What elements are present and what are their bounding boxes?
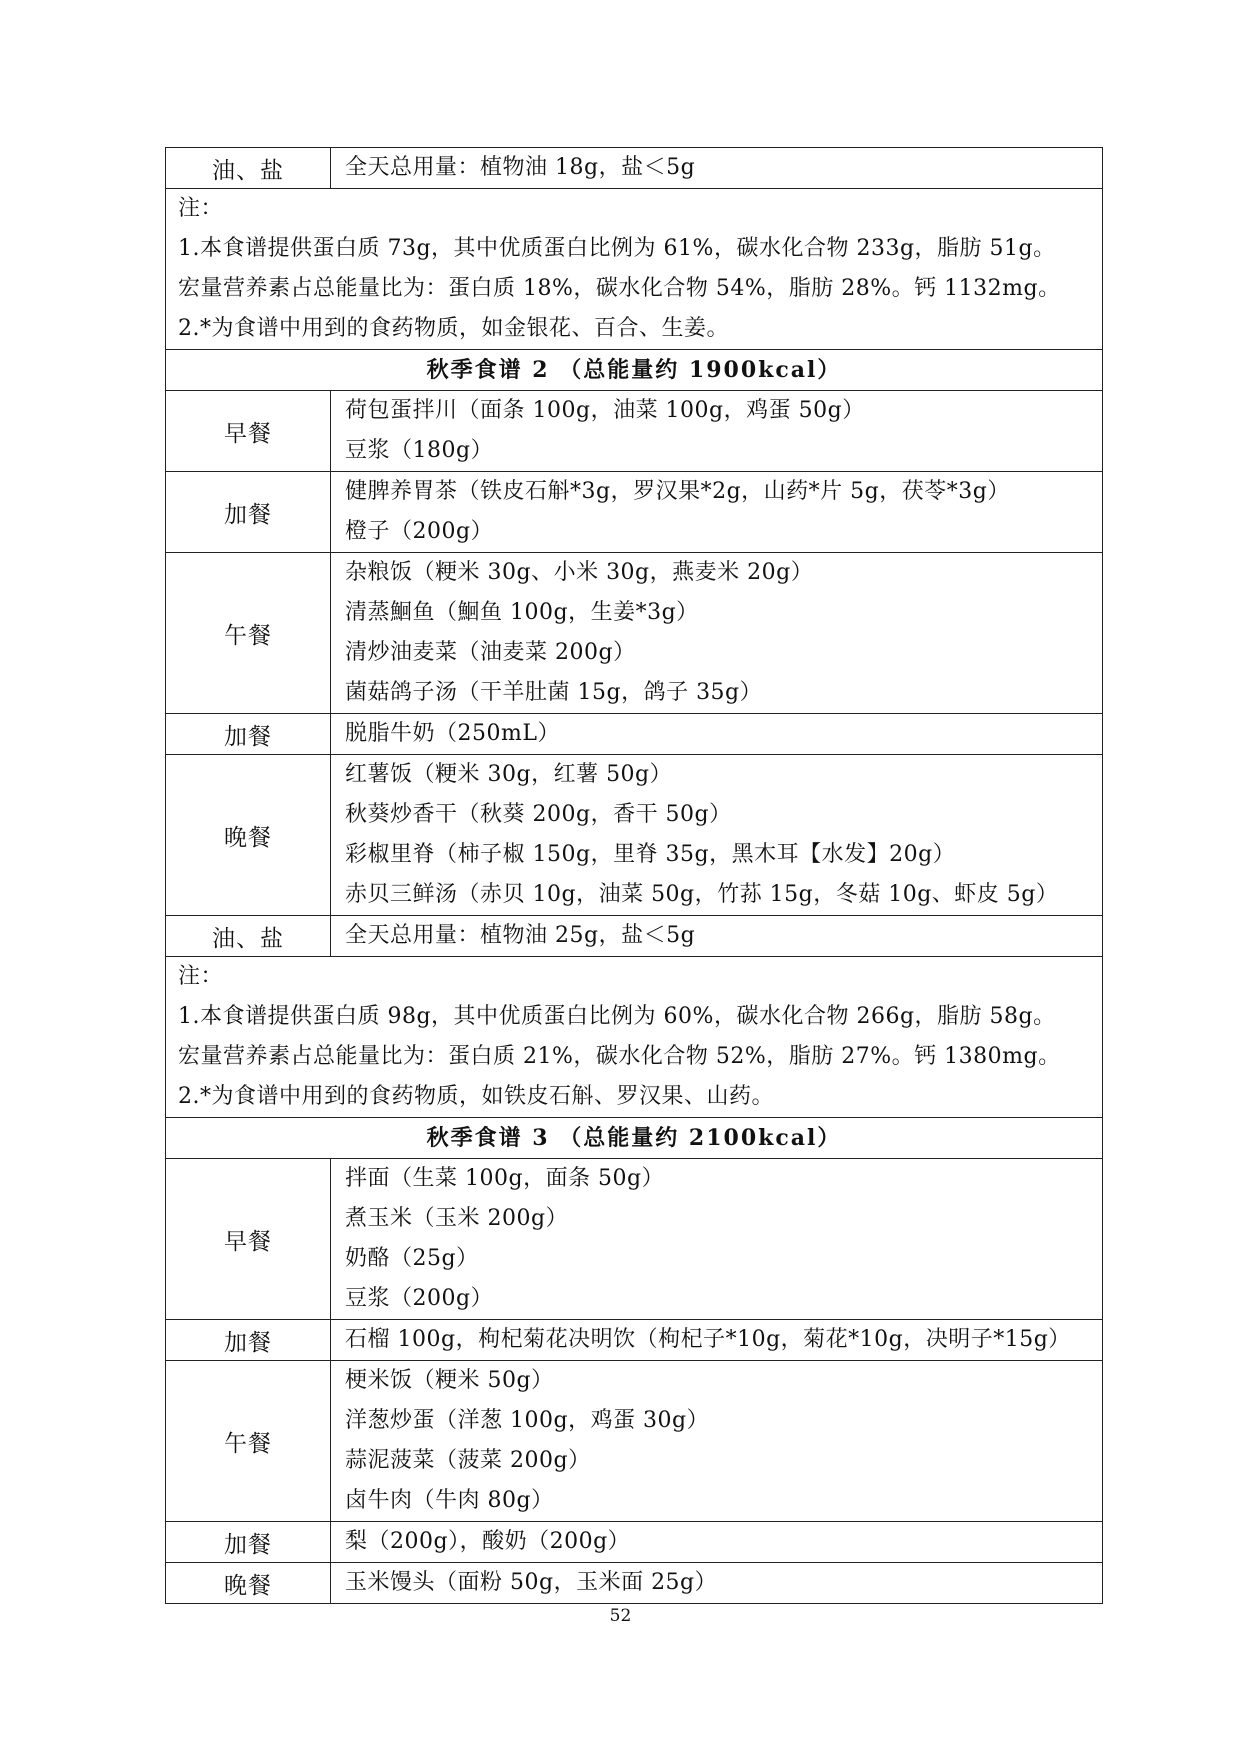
meal-row xyxy=(166,755,1103,916)
meal-row xyxy=(166,391,1103,472)
meal-row xyxy=(166,1522,1103,1563)
meal-row xyxy=(166,1320,1103,1361)
note-line: 宏量营养素占总能量比为：蛋白质 21%，碳水化合物 52%，脂肪 27%。钙 1380mg。 xyxy=(178,1044,1061,1069)
note-row xyxy=(166,957,1103,1118)
meal-label: 早餐 xyxy=(166,391,331,472)
meal-label: 加餐 xyxy=(166,472,331,553)
note-line: 2.*为食谱中用到的食药物质，如铁皮石斛、罗汉果、山药。 xyxy=(178,1084,774,1109)
meal-item: 脱脂牛奶（250mL） xyxy=(345,721,560,746)
meal-item: 杂粮饭（粳米 30g、小米 30g，燕麦米 20g） xyxy=(345,560,814,585)
meal-items xyxy=(331,391,1103,472)
note-block xyxy=(166,189,1103,350)
meal-label: 加餐 xyxy=(166,1522,331,1563)
note-line: 1.本食谱提供蛋白质 98g，其中优质蛋白比例为 60%，碳水化合物 266g，脂肪 58g。 xyxy=(178,1004,1056,1029)
meal-row xyxy=(166,1563,1103,1604)
note-line: 2.*为食谱中用到的食药物质，如金银花、百合、生姜。 xyxy=(178,316,729,341)
meal-item: 梨（200g），酸奶（200g） xyxy=(345,1529,631,1554)
meal-item: 彩椒里脊（柿子椒 150g，里脊 35g，黑木耳【水发】20g） xyxy=(345,842,956,867)
note-block xyxy=(166,957,1103,1118)
meal-item: 梗米饭（粳米 50g） xyxy=(345,1368,554,1393)
meal-items xyxy=(331,553,1103,714)
menu-title-row xyxy=(166,1118,1103,1159)
meal-item: 红薯饭（粳米 30g，红薯 50g） xyxy=(345,762,673,787)
menu-table xyxy=(165,147,1103,1604)
meal-row xyxy=(166,1159,1103,1320)
meal-row xyxy=(166,1361,1103,1522)
meal-label: 午餐 xyxy=(166,553,331,714)
meal-item: 奶酪（25g） xyxy=(345,1246,479,1271)
meal-items xyxy=(331,1361,1103,1522)
meal-row xyxy=(166,553,1103,714)
meal-items xyxy=(331,148,1103,189)
meal-label: 早餐 xyxy=(166,1159,331,1320)
meal-item: 秋葵炒香干（秋葵 200g，香干 50g） xyxy=(345,802,732,827)
meal-item: 赤贝三鲜汤（赤贝 10g，油菜 50g，竹荪 15g，冬菇 10g、虾皮 5g） xyxy=(345,882,1059,907)
meal-item: 洋葱炒蛋（洋葱 100g，鸡蛋 30g） xyxy=(345,1408,710,1433)
meal-item: 石榴 100g，枸杞菊花决明饮（枸杞子*10g，菊花*10g，决明子*15g） xyxy=(345,1327,1071,1352)
meal-row xyxy=(166,714,1103,755)
note-row xyxy=(166,189,1103,350)
meal-item: 玉米馒头（面粉 50g，玉米面 25g） xyxy=(345,1570,718,1595)
meal-label: 油、盐 xyxy=(166,148,331,189)
note-line: 宏量营养素占总能量比为：蛋白质 18%，碳水化合物 54%，脂肪 28%。钙 1132mg。 xyxy=(178,276,1061,301)
meal-items xyxy=(331,714,1103,755)
meal-item: 煮玉米（玉米 200g） xyxy=(345,1206,569,1231)
meal-item: 蒜泥菠菜（菠菜 200g） xyxy=(345,1448,591,1473)
menu-title: 秋季食谱 3 （总能量约 2100kcal） xyxy=(166,1118,1103,1159)
meal-item: 健脾养胃茶（铁皮石斛*3g，罗汉果*2g，山药*片 5g，茯苓*3g） xyxy=(345,479,1010,504)
meal-label: 晚餐 xyxy=(166,755,331,916)
meal-item: 卤牛肉（牛肉 80g） xyxy=(345,1488,554,1513)
meal-item: 豆浆（200g） xyxy=(345,1286,494,1311)
meal-item: 菌菇鸽子汤（干羊肚菌 15g，鸽子 35g） xyxy=(345,680,763,705)
meal-label: 晚餐 xyxy=(166,1563,331,1604)
meal-label: 油、盐 xyxy=(166,916,331,957)
meal-item: 全天总用量：植物油 18g，盐＜5g xyxy=(345,155,696,180)
meal-item: 全天总用量：植物油 25g，盐＜5g xyxy=(345,923,696,948)
meal-label: 加餐 xyxy=(166,1320,331,1361)
meal-item: 橙子（200g） xyxy=(345,519,494,544)
meal-row xyxy=(166,916,1103,957)
meal-items xyxy=(331,1159,1103,1320)
meal-item: 拌面（生菜 100g，面条 50g） xyxy=(345,1166,665,1191)
page-number: 52 xyxy=(609,1606,632,1626)
meal-items xyxy=(331,472,1103,553)
meal-row xyxy=(166,472,1103,553)
meal-items xyxy=(331,1563,1103,1604)
note-line: 注： xyxy=(178,964,224,989)
meal-items xyxy=(331,755,1103,916)
meal-item: 清炒油麦菜（油麦菜 200g） xyxy=(345,640,636,665)
note-line: 1.本食谱提供蛋白质 73g，其中优质蛋白比例为 61%，碳水化合物 233g，脂肪 51g。 xyxy=(178,236,1056,261)
meal-label: 午餐 xyxy=(166,1361,331,1522)
meal-item: 荷包蛋拌川（面条 100g，油菜 100g，鸡蛋 50g） xyxy=(345,398,865,423)
menu-title-row xyxy=(166,350,1103,391)
meal-items xyxy=(331,1320,1103,1361)
meal-items xyxy=(331,1522,1103,1563)
meal-label: 加餐 xyxy=(166,714,331,755)
menu-title: 秋季食谱 2 （总能量约 1900kcal） xyxy=(166,350,1103,391)
meal-items xyxy=(331,916,1103,957)
meal-item: 清蒸鮰鱼（鮰鱼 100g，生姜*3g） xyxy=(345,600,699,625)
meal-row xyxy=(166,148,1103,189)
note-line: 注： xyxy=(178,196,224,221)
meal-item: 豆浆（180g） xyxy=(345,438,494,463)
